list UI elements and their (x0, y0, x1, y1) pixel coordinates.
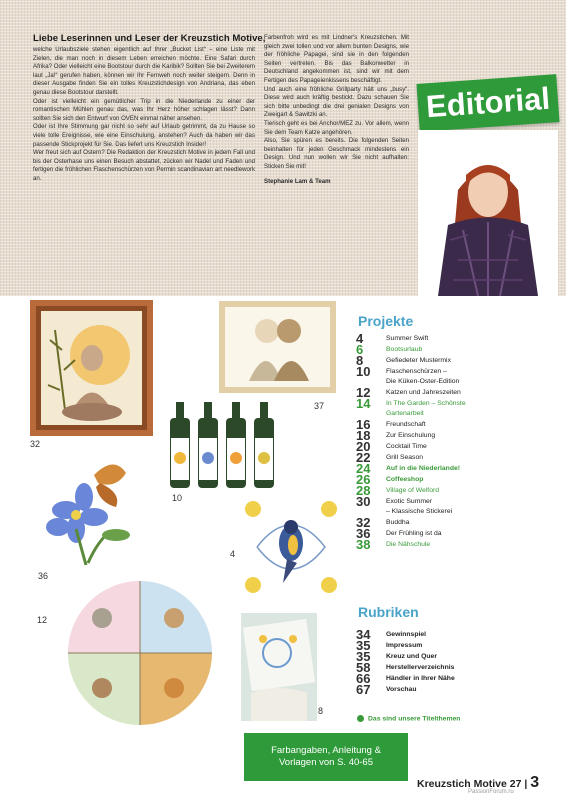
toc-page-number: 10 (356, 364, 371, 379)
paragraph: welche Urlaubsziele stehen eigentlich auf Ihrer „Bucket List“ – eine Liste mit Zielen, die man noch in diesem Leben erreichen möchte. Eine Safari durch Afrika? Oder vielleicht eine Bootstour durch die Karibik? Sollten Sie bei Zweiterem laut „Ja!“ gerufen haben, können wir Ihr Fernweh noch weiter steigern. Denn in dieser Ausgabe finden Sie ein tolles Kreuzstichdesign von Andriana, das eben genau diese Bootstour darstellt. (33, 46, 255, 96)
footer-divider: | (524, 778, 528, 790)
toc-title: Kreuz und Quer (386, 653, 437, 660)
toc-title: Flaschenschürzen – (386, 368, 447, 375)
instructions-line: Vorlagen von S. 40-65 (278, 757, 373, 768)
paragraph: Oder ist vielleicht ein gemütlicher Trip in die Niederlande zu einer der romantischen Mühlen genau das, was Ihr Herz höher schlagen lässt? Dann sollten Sie sich den Entwurf von OVEN einmal näher ansehen. (33, 97, 255, 122)
bottles-picture (166, 398, 278, 490)
toc-page-number: 30 (356, 494, 371, 509)
toc-entry[interactable] (356, 461, 556, 476)
toc-entry[interactable] (356, 450, 556, 465)
toc-title: Herstellerverzeichnis (386, 664, 455, 671)
toc-title: Village of Welford (386, 487, 440, 494)
toc-entry-continuation (356, 378, 556, 388)
toc-page-number: 36 (356, 526, 371, 541)
toc-title: Der Frühling ist da (386, 530, 442, 537)
paragraph: Und auch eine fröhliche Grillparty hält uns „busy“. Diese wird auch kräftig bestickt. Dazu schauen Sie sich bitte unbedingt die drei genialen Designs von Zweigart & Sawitzki an. (264, 85, 409, 119)
toc-entry[interactable] (356, 526, 556, 541)
toc-title: In The Garden – Schönste (386, 400, 466, 407)
toc-entry[interactable] (356, 472, 556, 487)
page-number: 3 (530, 774, 540, 791)
toc-title: Coffeeshop (386, 476, 424, 483)
toc-title: Gewinnspiel (386, 631, 427, 638)
toc-page-number: 34 (356, 627, 371, 642)
toc-page-number: 28 (356, 483, 371, 498)
headline: Liebe Leserinnen und Leser der Kreuzstich Motive, (33, 33, 266, 44)
toc-title: Freundschaft (386, 421, 426, 428)
toc-title-continued: – Klassische Stickerei (386, 508, 453, 515)
magazine-name: Kreuzstich Motive 27 (417, 778, 522, 790)
toc-entry[interactable] (356, 515, 556, 530)
toc-entry[interactable] (356, 331, 556, 346)
picture-number: 37 (314, 401, 325, 411)
toc-entry[interactable] (356, 483, 556, 498)
toc-page-number: 38 (356, 537, 371, 552)
toc-page-number: 35 (356, 649, 371, 664)
toc-page-number: 24 (356, 461, 371, 476)
green-dot-icon (357, 715, 364, 722)
toc-page-number: 22 (356, 450, 371, 465)
picture-number: 10 (172, 493, 183, 503)
toc-title: Die Nähschule (386, 541, 431, 548)
toc-title: Auf in die Niederlande! (386, 465, 461, 472)
toc-entry[interactable] (356, 671, 556, 686)
paragraph: Wer freut sich auf Ostern? Die Redaktion der Kreuzstich Motive in jedem Fall und bis der Osterhase uns einen Besuch abstattet, zücken wir Nadel und Faden und fertigen die fröhlichen Flaschenschürzen von Permin scandinavian art needlework an. (33, 149, 255, 182)
titel-note (357, 715, 460, 722)
toc-title: Katzen und Jahreszeiten (386, 389, 461, 396)
toc-title: Exotic Summer (386, 498, 433, 505)
titel-note-text: Das sind unsere Titelthemen (368, 715, 461, 723)
instructions-box (244, 733, 408, 781)
projekte-list (356, 331, 556, 552)
toc-title: Impressum (386, 642, 423, 649)
toc-title: Summer Swift (386, 335, 429, 342)
buddha-picture (30, 300, 153, 436)
toc-page-number: 16 (356, 417, 371, 432)
toc-page-number: 66 (356, 671, 371, 686)
toc-page-number: 14 (356, 396, 371, 411)
editorial-banner: Editorial (416, 74, 559, 132)
toc-page-number: 32 (356, 515, 371, 530)
toc-page-number: 67 (356, 682, 371, 697)
editorial-column-2 (264, 34, 409, 186)
toc-entry[interactable] (356, 682, 556, 697)
paragraph: Tierisch geht es bei Anchor/MEZ zu. Vor allem, wenn Sie dem Team Katze angehören. (264, 119, 409, 136)
toc-entry[interactable] (356, 428, 556, 443)
rubriken-heading: Rubriken (358, 604, 419, 620)
toc-entry-continuation (356, 410, 556, 420)
toc-title-continued: Die Küken-Oster-Edition (386, 378, 460, 385)
bird-picture (237, 493, 345, 601)
toc-page-number: 12 (356, 385, 371, 400)
picture-number: 4 (230, 549, 236, 559)
toc-entry[interactable] (356, 385, 556, 400)
picture-number: 36 (38, 571, 49, 581)
paragraph: Farbenfroh wird es mit Lindner's Kreuzstichen. Mit gleich zwei tollen und vor allem bunten Designs, wie der fröhliche Papagei, sind sie in den folgenden Seiten vertreten. Bis das Balkonwetter in Deutschland angekommen ist, sind wir mit dem Fertigen des Papageienkissens beschäftigt. (264, 34, 409, 84)
toc-title: Grill Season (386, 454, 424, 461)
toc-title: Vorschau (386, 686, 417, 693)
toc-page-number: 26 (356, 472, 371, 487)
toc-entry[interactable] (356, 638, 556, 653)
rubriken-list (356, 627, 556, 697)
toc-entry[interactable] (356, 342, 556, 357)
toc-page-number: 8 (356, 353, 364, 368)
projekte-heading: Projekte (358, 313, 414, 329)
flower-butterfly-picture (36, 455, 158, 568)
paragraph: Also, Sie spüren es bereits. Die folgenden Seiten beinhalten für jeden Geschmack mindestens ein Design. Und nun wollen wir Sie nicht aufhalten: Sticken Sie mit! (264, 137, 409, 170)
toc-entry[interactable] (356, 353, 556, 368)
instructions-line: Farbangaben, Anleitung & (271, 745, 381, 756)
toc-title: Buddha (386, 519, 410, 526)
pillow-picture (241, 613, 317, 721)
picture-number: 32 (30, 439, 41, 449)
toc-page-number: 35 (356, 638, 371, 653)
toc-title-continued: Gartenarbeit (386, 410, 424, 417)
picture-number: 8 (318, 706, 324, 716)
toc-title: Cocktail Time (386, 443, 427, 450)
toc-entry[interactable] (356, 439, 556, 454)
editorial-column-1 (33, 46, 255, 184)
picture-number: 12 (37, 615, 48, 625)
toc-title: Händler in Ihrer Nähe (386, 675, 455, 682)
toc-page-number: 6 (356, 342, 364, 357)
toc-title: Bootsurlaub (386, 346, 423, 353)
toc-entry-continuation (356, 508, 556, 518)
toc-entry[interactable] (356, 417, 556, 432)
toc-page-number: 58 (356, 660, 371, 675)
toc-page-number: 18 (356, 428, 371, 443)
editor-portrait (418, 130, 558, 296)
signature: Stephanie Lam & Team (264, 177, 331, 185)
children-picture (219, 301, 336, 393)
toc-title: Gefiedeter Mustermix (386, 357, 451, 364)
toc-entry[interactable] (356, 537, 556, 552)
watermark: PassionForum.ru (468, 789, 514, 795)
toc-entry[interactable] (356, 627, 556, 642)
toc-page-number: 20 (356, 439, 371, 454)
toc-page-number: 4 (356, 331, 364, 346)
toc-entry[interactable] (356, 649, 556, 664)
cats-seasons-picture (62, 578, 218, 728)
toc-entry[interactable] (356, 660, 556, 675)
toc-title: Zur Einschulung (386, 432, 436, 439)
paragraph: Oder ist Ihre Stimmung gar nicht so sehr auf Urlaub getrimmt, da zu Hause so viele tolle Ereignisse, wie eine Einschulung, anstehen? Auch da haben wir das passende Stickprojekt für Sie. Das liefert uns Kreuzstich Insider! (33, 123, 255, 148)
